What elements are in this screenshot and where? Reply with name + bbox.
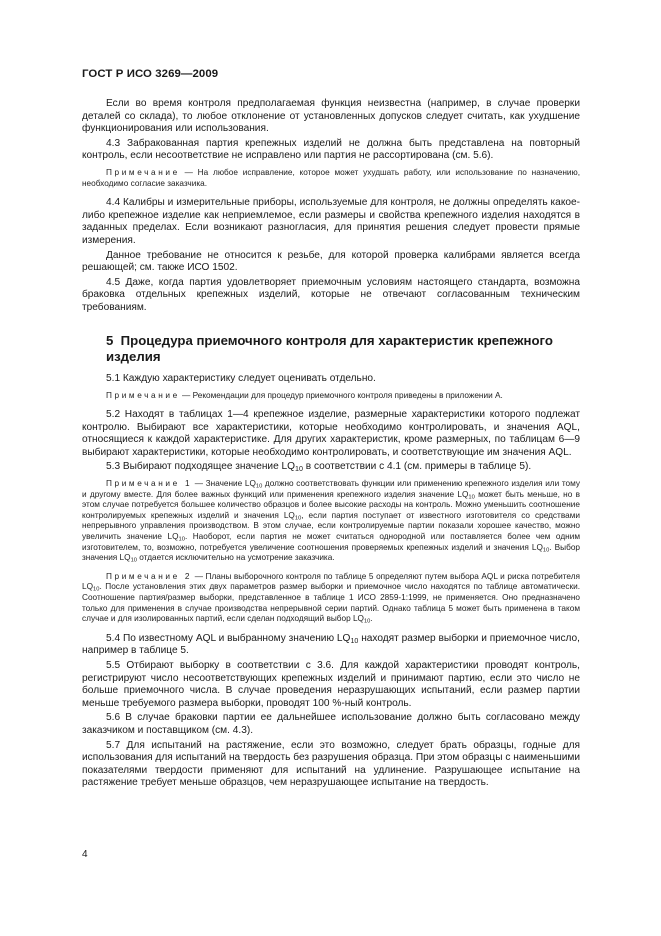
note-5-3-1 xyxy=(82,479,580,564)
subscript: 10 xyxy=(294,515,302,522)
document-body xyxy=(82,98,580,792)
note-label: Примечание 2 xyxy=(106,571,193,581)
paragraph-5-3 xyxy=(82,461,580,474)
paragraph-5-7: 5.7 Для испытаний на растяжение, если это возможно, следует брать образцы, годные для использования для испытаний на твердость без разрушения образца. При этом образцы с наименьшими показателями твердости применяют для испытаний на удлинение. Разрушающее испытание на растяжение требует меньше образцов, чем неразрушающее испытание на твердость. xyxy=(82,739,580,789)
note-label: Примечание xyxy=(106,167,180,177)
subscript: 10 xyxy=(468,494,475,501)
paragraph-4-2-continued: Если во время контроля предполагаемая функция неизвестна (например, в случае проверки деталей со склада), то любое отклонение от установленных допусков следует считать, как ухудшение функционирования или использования. xyxy=(82,98,580,135)
note-5-1 xyxy=(82,391,580,402)
paragraph-5-6: 5.6 В случае браковки партии ее дальнейшее использование должно быть согласовано между заказчиком и поставщиком (см. 4.3). xyxy=(82,712,580,736)
paragraph-5-2: 5.2 Находят в таблицах 1—4 крепежное изделие, размерные характеристики которого подлежат контролю. Выбирают все характеристики, которые необходимо контролировать, и значения AQL, относящиеся к каждой характеристике. Для других характеристик, кроме размерных, по таблицам 6—9 выбирают характеристики, которые необходимо контролировать, и соответствующие им значения AQL. xyxy=(82,409,580,458)
document-header: ГОСТ Р ИСО 3269—2009 xyxy=(82,68,219,80)
section-5-heading xyxy=(82,333,580,365)
subscript: 10 xyxy=(350,636,359,645)
subscript: 10 xyxy=(295,465,303,474)
subscript: 10 xyxy=(93,587,100,594)
subscript: 10 xyxy=(542,547,550,554)
note-text: — На любое исправление, которое может ухудшать работу, или использование по назначению, необходимо согласие заказчика. xyxy=(82,167,580,188)
text-run: , если партия поступает от известного изготовителя со средствами непрерывного управления производством. В этом случае, если контролируемые партии показали хорошее качество, можно увеличить значение LQ xyxy=(82,510,580,542)
note-5-3-2 xyxy=(82,572,580,625)
text-run: может быть меньше, но в этом случае потребуется большее количество образцов и более высокие расходы на контроль. Можно уменьшить соотношение контролируемых крепежных изделий и значения LQ xyxy=(82,489,580,520)
paragraph-5-4 xyxy=(82,633,580,658)
page-number: 4 xyxy=(82,849,88,860)
paragraph-5-1: 5.1 Каждую характеристику следует оценивать отдельно. xyxy=(106,372,376,384)
paragraph-4-5: 4.5 Даже, когда партия удовлетворяет приемочным условиям настоящего стандарта, возможна браковка отдельных крепежных изделий, которые не отвечают согласованным техническим требованиям. xyxy=(82,276,580,313)
text-run: 5.3 Выбирают подходящее значение LQ xyxy=(106,461,296,473)
paragraph-4-4-thread: Данное требование не относится к резьбе, для которой проверка калибрами является всегда решающей; см. также ИСО 1502. xyxy=(82,249,580,274)
paragraph-5-5: 5.5 Отбирают выборку в соответствии с 3.6. Для каждой характеристики проводят контроль, регистрируют число несоответствующих крепежных изделий и принимают партию, если это число не больше приемочного числа. В случае проведения неразрушающих испытаний, если размер партии меньше требуемого размера выборки, проводят 100 %-ный контроль. xyxy=(82,659,580,709)
text-run: . После установления этих двух параметров размер выборки и приемочное число находятся по таблице автоматически. Соотношение партия/размер выборки, представленное в таблице 1 ИСО 2859-1:1999, не применяется. Оно предназначено только для применения в случае производства непрерывной серии партий. Однако таблица 5 может быть применена в таком случае и для изолированных партий, если сделан подходящий выбор LQ xyxy=(82,582,580,624)
note-text: — Рекомендации для процедур приемочного контроля приведены в приложении А. xyxy=(179,390,503,400)
text-run: 5.4 По известному AQL и выбранному значению LQ xyxy=(106,632,351,644)
text-run: отдается исключительно на усмотрение заказчика. xyxy=(136,553,335,563)
text-run: — Значение LQ xyxy=(192,479,256,489)
section-number: 5 xyxy=(106,332,114,348)
text-run: в соответствии с 4.1 (см. примеры в таблице 5). xyxy=(302,461,532,473)
text-run: . xyxy=(370,614,373,624)
note-4-3 xyxy=(82,168,580,189)
paragraph-4-3: 4.3 Забракованная партия крепежных изделий не должна быть представлена на повторный контроль, если несоответствие не исправлено или партия не рассортирована (см. 5.6). xyxy=(82,137,580,162)
text-run: должно соответствовать функции или применению крепежного изделия или тому и другому вместе. Для более важных функций или применения крепежного изделия значение LQ xyxy=(82,479,581,499)
subscript: 10 xyxy=(130,557,137,564)
subscript: 10 xyxy=(255,483,263,490)
subscript: 10 xyxy=(178,536,185,543)
text-run: . Выбор значения LQ xyxy=(82,542,580,563)
subscript: 10 xyxy=(363,618,371,625)
note-label: Примечание xyxy=(106,390,180,400)
text-run: находят размер выборки и приемочное число, например в таблице 5. xyxy=(82,632,580,657)
text-run: — Планы выборочного контроля по таблице 5 определяют путем выбора AQL и риска потребителя LQ xyxy=(82,571,580,592)
paragraph-4-4: 4.4 Калибры и измерительные приборы, используемые для контроля, не должны определять какое-либо крепежное изделие как неприемлемое, если размеры и свойства крепежного изделия находятся в заданных пределах. Если возникают разногласия, для принятия решения следует провести прямые измерения. xyxy=(82,197,580,246)
text-run: . Наоборот, если партия не может считаться однородной или поставляется более чем одним изготовителем, то, возможно, потребуется увеличение соотношения проверяемых крепежных изделий и значения LQ xyxy=(82,532,580,552)
section-title: Процедура приемочного контроля для характеристик крепежного изделия xyxy=(106,332,553,364)
note-label: Примечание 1 xyxy=(106,479,193,489)
